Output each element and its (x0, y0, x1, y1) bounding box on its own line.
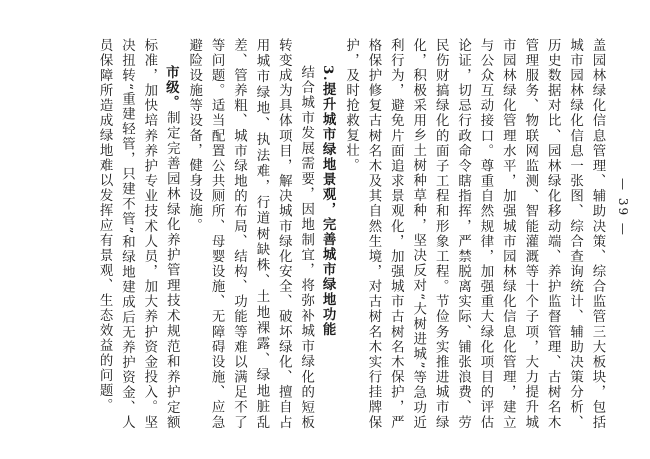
paragraph-3-text: 制定完善园林绿化养护管理技术规范和养护定额标准，加快培养养护专业技术人员，加大养护资金投入。坚决扭转“重建轻管，只建不管”和绿地建成后无养护资金、人员保障所造成绿地难以发挥应有景观、生态效益的问题。 (97, 38, 180, 431)
paragraph-3 (93, 38, 183, 430)
paragraph-1: 盖园林绿化信息管理、辅助决策、综合监管三大板块，包括城市园林绿化信息一张图、综合查询统计、辅助决策分析、历史数据对比、园林绿化移动端、养护监督管理、古树名木管理服务、物联网监测、智能灌溉等十个子项，大力提升城市园林绿化管理水平，加强城市园林绿化信息化管理，建立与公众互动接口。尊重自然规律，加强重大绿化项目的评估论证，切忌行政命令瞎指挥，严禁脱离实际、铺张浪费、劳民伤财搞绿化的面子工程和形象工程。节俭务实推进城市绿化，积极采用乡土树种草种，坚决反对“大树进城”等急功近利行为，避免片面追求景观化，加强城市古树名木保护，严格保护修复古树名木及其自然生境，对古树名木实行挂牌保护，及时抢救复壮。 (343, 38, 605, 430)
paragraph-2: 结合城市发展需要，因地制宜，将弥补城市绿化的短板转变成为具体项目，解决城市绿化安全、破坏绿化、擅自占用城市绿地、执法难，行道树缺株、土地裸露、绿地脏乱差、管养粗、城市绿地的布局、结构、功能等难以满足不了等问题。适当配置公共厕所、母婴设施、无障碍设施、应急避险设施等设备，健身设施。 (186, 38, 314, 430)
page-number: — 39 — (616, 178, 630, 237)
paragraph-3-lead: 市级。 (163, 64, 180, 111)
document-body (42, 38, 608, 430)
section-heading: 3.提升城市绿地景观，完善城市绿地功能 (320, 64, 337, 337)
